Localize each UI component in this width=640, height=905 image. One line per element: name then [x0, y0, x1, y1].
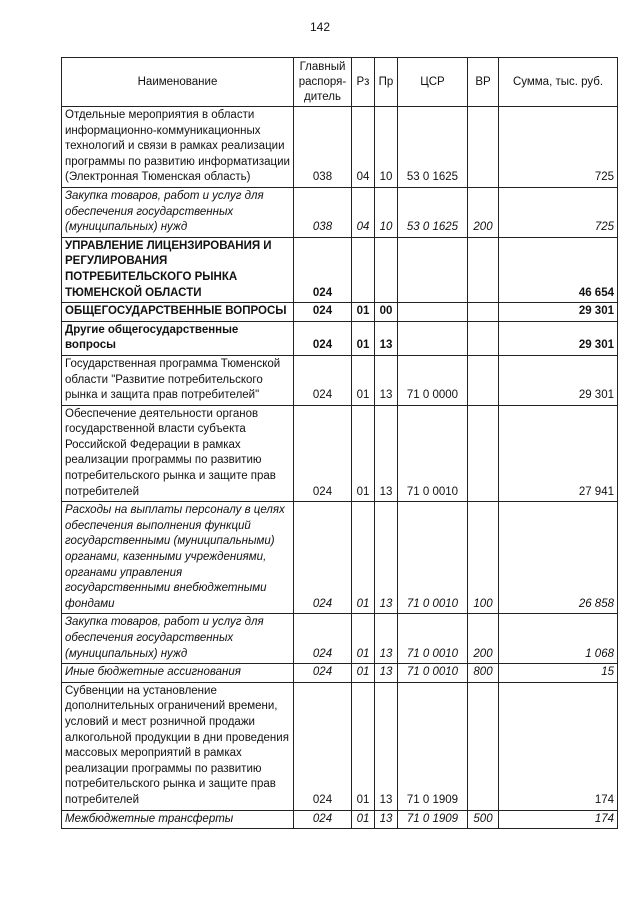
table-row — [62, 405, 618, 502]
cell-pr: 13 — [375, 810, 398, 829]
cell-vr: 800 — [468, 664, 499, 683]
table-row — [62, 303, 618, 322]
cell-rz: 01 — [352, 405, 375, 502]
table-row — [62, 682, 618, 810]
table-body — [62, 107, 618, 829]
cell-rz: 01 — [352, 321, 375, 355]
cell-name: Обеспечение деятельности органов государственной власти субъекта Российской Федерации в рамках реализации программы по развитию потребительского рынка и защите прав потребителей — [62, 405, 294, 502]
cell-sum: 26 858 — [499, 502, 618, 614]
cell-admin: 024 — [294, 614, 352, 664]
cell-rz: 01 — [352, 303, 375, 322]
cell-admin: 024 — [294, 664, 352, 683]
cell-name: Субвенции на установление дополнительных ограничений времени, условий и мест розничной продажи алкогольной продукции в дни проведения массовых мероприятий в рамках реализации программы по развитию потребительского рынка и защите прав потребителей — [62, 682, 294, 810]
cell-csr — [398, 237, 468, 302]
cell-sum: 15 — [499, 664, 618, 683]
cell-rz: 01 — [352, 682, 375, 810]
cell-sum: 1 068 — [499, 614, 618, 664]
cell-sum: 725 — [499, 107, 618, 188]
cell-csr: 71 0 0010 — [398, 614, 468, 664]
cell-sum: 29 301 — [499, 321, 618, 355]
table-row — [62, 237, 618, 302]
cell-name: ОБЩЕГОСУДАРСТВЕННЫЕ ВОПРОСЫ — [62, 303, 294, 322]
cell-admin: 024 — [294, 810, 352, 829]
cell-pr: 13 — [375, 321, 398, 355]
cell-vr: 500 — [468, 810, 499, 829]
cell-admin: 024 — [294, 355, 352, 405]
header-csr: ЦСР — [398, 58, 468, 107]
cell-vr: 100 — [468, 502, 499, 614]
cell-csr — [398, 303, 468, 322]
cell-vr: 200 — [468, 614, 499, 664]
header-pr: Пр — [375, 58, 398, 107]
header-rz: Рз — [352, 58, 375, 107]
cell-vr — [468, 355, 499, 405]
table-row — [62, 355, 618, 405]
cell-sum: 46 654 — [499, 237, 618, 302]
cell-name: Иные бюджетные ассигнования — [62, 664, 294, 683]
cell-admin: 024 — [294, 303, 352, 322]
cell-pr: 10 — [375, 107, 398, 188]
cell-vr — [468, 303, 499, 322]
cell-vr — [468, 107, 499, 188]
page-number: 142 — [309, 20, 331, 34]
cell-rz: 01 — [352, 355, 375, 405]
cell-sum: 29 301 — [499, 355, 618, 405]
cell-name: Другие общегосударственные вопросы — [62, 321, 294, 355]
cell-admin: 024 — [294, 321, 352, 355]
cell-name: Закупка товаров, работ и услуг для обеспечения государственных (муниципальных) нужд — [62, 187, 294, 237]
table-row — [62, 321, 618, 355]
cell-rz: 04 — [352, 187, 375, 237]
cell-pr: 13 — [375, 614, 398, 664]
cell-name: Закупка товаров, работ и услуг для обеспечения государственных (муниципальных) нужд — [62, 614, 294, 664]
table-row — [62, 502, 618, 614]
cell-sum: 725 — [499, 187, 618, 237]
cell-pr: 13 — [375, 664, 398, 683]
cell-csr: 71 0 0000 — [398, 355, 468, 405]
cell-vr — [468, 405, 499, 502]
cell-admin: 024 — [294, 682, 352, 810]
cell-csr: 71 0 1909 — [398, 810, 468, 829]
header-sum: Сумма, тыс. руб. — [499, 58, 618, 107]
cell-pr: 13 — [375, 355, 398, 405]
cell-pr: 10 — [375, 187, 398, 237]
header-vr: ВР — [468, 58, 499, 107]
cell-pr — [375, 237, 398, 302]
cell-name: Государственная программа Тюменской области "Развитие потребительского рынка и защита прав потребителей" — [62, 355, 294, 405]
cell-sum: 174 — [499, 682, 618, 810]
cell-vr — [468, 321, 499, 355]
budget-table — [61, 57, 618, 829]
cell-csr: 71 0 0010 — [398, 664, 468, 683]
cell-name: Расходы на выплаты персоналу в целях обеспечения выполнения функций государственными (муниципальными) органами, казенными учреждениями, органами управления государственными внебюджетными фондами — [62, 502, 294, 614]
cell-rz: 01 — [352, 502, 375, 614]
cell-admin: 038 — [294, 107, 352, 188]
cell-csr: 53 0 1625 — [398, 187, 468, 237]
table-row — [62, 810, 618, 829]
header-admin: Главный распоря-дитель — [294, 58, 352, 107]
cell-name: Отдельные мероприятия в области информационно-коммуникационных технологий и связи в рамках реализации программы по развитию информатизации (Электронная Тюменская область) — [62, 107, 294, 188]
cell-rz: 01 — [352, 810, 375, 829]
cell-sum: 27 941 — [499, 405, 618, 502]
header-row — [62, 58, 618, 107]
table-row — [62, 614, 618, 664]
table-row — [62, 107, 618, 188]
cell-sum: 174 — [499, 810, 618, 829]
table-row — [62, 187, 618, 237]
cell-rz: 01 — [352, 664, 375, 683]
cell-admin: 024 — [294, 502, 352, 614]
cell-csr: 71 0 1909 — [398, 682, 468, 810]
cell-sum: 29 301 — [499, 303, 618, 322]
cell-vr — [468, 237, 499, 302]
cell-admin: 024 — [294, 405, 352, 502]
cell-csr — [398, 321, 468, 355]
header-name: Наименование — [62, 58, 294, 107]
cell-vr: 200 — [468, 187, 499, 237]
table-row — [62, 664, 618, 683]
cell-admin: 024 — [294, 237, 352, 302]
cell-pr: 00 — [375, 303, 398, 322]
cell-name: Межбюджетные трансферты — [62, 810, 294, 829]
cell-rz — [352, 237, 375, 302]
cell-csr: 53 0 1625 — [398, 107, 468, 188]
cell-pr: 13 — [375, 502, 398, 614]
cell-rz: 01 — [352, 614, 375, 664]
cell-pr: 13 — [375, 405, 398, 502]
cell-admin: 038 — [294, 187, 352, 237]
cell-name: УПРАВЛЕНИЕ ЛИЦЕНЗИРОВАНИЯ И РЕГУЛИРОВАНИЯ ПОТРЕБИТЕЛЬСКОГО РЫНКА ТЮМЕНСКОЙ ОБЛАСТИ — [62, 237, 294, 302]
cell-csr: 71 0 0010 — [398, 405, 468, 502]
cell-pr: 13 — [375, 682, 398, 810]
cell-csr: 71 0 0010 — [398, 502, 468, 614]
cell-vr — [468, 682, 499, 810]
cell-rz: 04 — [352, 107, 375, 188]
